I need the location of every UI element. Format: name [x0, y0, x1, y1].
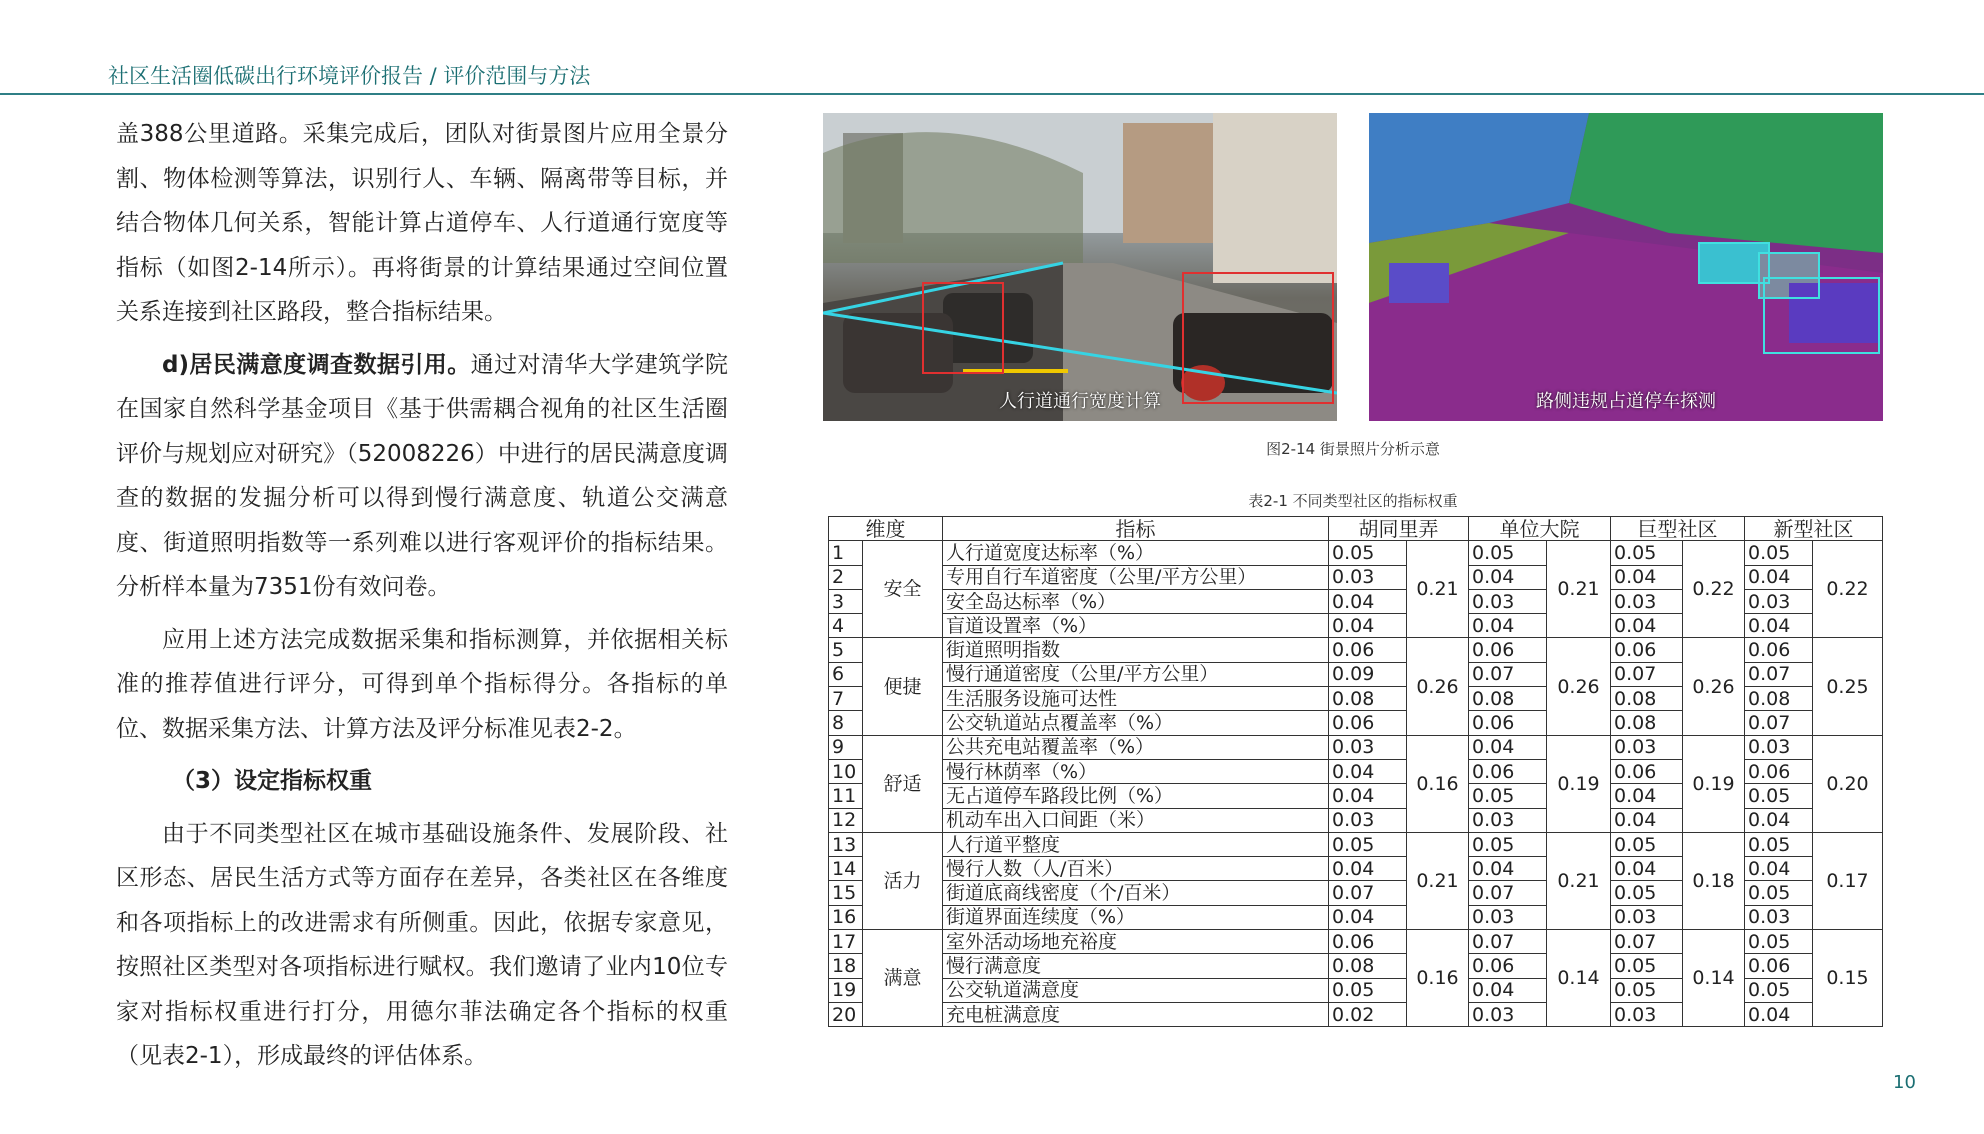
weight-cell: 0.04: [1745, 808, 1813, 832]
indicator-cell: 街道底商线密度（个/百米）: [943, 881, 1329, 905]
header-dimension: 维度: [829, 517, 943, 541]
weight-cell: 0.03: [1469, 1002, 1547, 1026]
dimension-total-cell: 0.14: [1547, 930, 1611, 1027]
weight-cell: 0.04: [1469, 614, 1547, 638]
indicator-cell: 慢行满意度: [943, 954, 1329, 978]
header-danwei: 单位大院: [1469, 517, 1611, 541]
row-number: 9: [829, 735, 863, 759]
weight-cell: 0.03: [1745, 735, 1813, 759]
row-number: 20: [829, 1002, 863, 1026]
dimension-total-cell: 0.17: [1813, 832, 1883, 929]
weight-cell: 0.03: [1745, 589, 1813, 613]
section-subheading: （3）设定指标权重: [172, 768, 373, 794]
weights-table: [828, 516, 1883, 1027]
weight-cell: 0.04: [1329, 759, 1407, 783]
weight-cell: 0.06: [1745, 759, 1813, 783]
row-number: 18: [829, 954, 863, 978]
indicator-cell: 机动车出入口间距（米）: [943, 808, 1329, 832]
weight-cell: 0.03: [1469, 589, 1547, 613]
weight-cell: 0.06: [1469, 954, 1547, 978]
weight-cell: 0.04: [1745, 565, 1813, 589]
weight-cell: 0.08: [1329, 687, 1407, 711]
photo-label-parking: 路侧违规占道停车探测: [1536, 391, 1716, 412]
weights-table-body: [829, 541, 1883, 1027]
weight-cell: 0.03: [1329, 808, 1407, 832]
indicator-cell: 生活服务设施可达性: [943, 687, 1329, 711]
weight-cell: 0.07: [1469, 662, 1547, 686]
indicator-cell: 充电桩满意度: [943, 1002, 1329, 1026]
row-number: 3: [829, 589, 863, 613]
weight-cell: 0.05: [1745, 978, 1813, 1002]
weight-cell: 0.06: [1469, 759, 1547, 783]
weight-cell: 0.04: [1329, 614, 1407, 638]
row-number: 17: [829, 930, 863, 954]
row-number: 12: [829, 808, 863, 832]
paragraph-1: 盖388公里道路。采集完成后，团队对街景图片应用全景分割、物体检测等算法，识别行人、车辆、隔离带等目标，并结合物体几何关系，智能计算占道停车、人行道通行宽度等指标（如图2-14所示）。再将街景的计算结果通过空间位置关系连接到社区路段，整合指标结果。: [116, 121, 728, 325]
table-row: [829, 541, 1883, 565]
row-number: 16: [829, 905, 863, 929]
header-giant: 巨型社区: [1611, 517, 1745, 541]
weight-cell: 0.08: [1611, 711, 1683, 735]
table-caption: 表2-1 不同类型社区的指标权重: [1248, 492, 1458, 510]
weight-cell: 0.03: [1745, 905, 1813, 929]
weight-cell: 0.06: [1329, 711, 1407, 735]
weight-cell: 0.07: [1745, 662, 1813, 686]
row-number: 7: [829, 687, 863, 711]
indicator-cell: 室外活动场地充裕度: [943, 930, 1329, 954]
indicator-cell: 公交轨道站点覆盖率（%）: [943, 711, 1329, 735]
weight-cell: 0.08: [1745, 687, 1813, 711]
dimension-total-cell: 0.25: [1813, 638, 1883, 735]
weight-cell: 0.05: [1611, 954, 1683, 978]
row-number: 6: [829, 662, 863, 686]
indicator-cell: 专用自行车道密度（公里/平方公里）: [943, 565, 1329, 589]
weight-cell: 0.04: [1469, 735, 1547, 759]
indicator-cell: 慢行人数（人/百米）: [943, 857, 1329, 881]
row-number: 11: [829, 784, 863, 808]
weight-cell: 0.03: [1469, 905, 1547, 929]
paragraph-2-heading: d)居民满意度调查数据引用。: [162, 351, 471, 378]
table-row: [829, 832, 1883, 856]
street-photo-segmentation: [1369, 113, 1883, 421]
weight-cell: 0.03: [1469, 808, 1547, 832]
paragraph-3: 应用上述方法完成数据采集和指标测算，并依据相关标准的推荐值进行评分，可得到单个指标得分。各指标的单位、数据采集方法、计算方法及评分标准见表2-2。: [116, 626, 728, 742]
weight-cell: 0.06: [1329, 638, 1407, 662]
weight-cell: 0.04: [1611, 857, 1683, 881]
weight-cell: 0.06: [1469, 711, 1547, 735]
dimension-cell: 安全: [863, 541, 943, 638]
street-photo-sidewalk: [823, 113, 1337, 421]
weight-cell: 0.02: [1329, 1002, 1407, 1026]
dimension-total-cell: 0.15: [1813, 930, 1883, 1027]
header-indicator: 指标: [943, 517, 1329, 541]
weight-cell: 0.04: [1745, 857, 1813, 881]
paragraph-2-text: 通过对清华大学建筑学院在国家自然科学基金项目《基于供需耦合视角的社区生活圈评价与规划应对研究》（52008226）中进行的居民满意度调查的数据的发掘分析可以得到慢行满意度、轨道公交满意度、街道照明指数等一系列难以进行客观评价的指标结果。分析样本量为7351份有效问卷。: [116, 351, 728, 600]
table-header-row: [829, 517, 1883, 541]
weight-cell: 0.05: [1329, 541, 1407, 565]
row-number: 10: [829, 759, 863, 783]
weight-cell: 0.03: [1611, 905, 1683, 929]
dimension-total-cell: 0.22: [1683, 541, 1745, 638]
indicator-cell: 人行道宽度达标率（%）: [943, 541, 1329, 565]
header-hutong: 胡同里弄: [1329, 517, 1469, 541]
indicator-cell: 公交轨道满意度: [943, 978, 1329, 1002]
weight-cell: 0.08: [1329, 954, 1407, 978]
indicator-cell: 盲道设置率（%）: [943, 614, 1329, 638]
weight-cell: 0.05: [1329, 978, 1407, 1002]
dimension-total-cell: 0.19: [1683, 735, 1745, 832]
figure-caption: 图2-14 街景照片分析示意: [1266, 440, 1440, 458]
dimension-total-cell: 0.26: [1407, 638, 1469, 735]
weight-cell: 0.06: [1611, 638, 1683, 662]
weight-cell: 0.05: [1611, 978, 1683, 1002]
indicator-cell: 街道界面连续度（%）: [943, 905, 1329, 929]
weight-cell: 0.06: [1329, 930, 1407, 954]
row-number: 8: [829, 711, 863, 735]
table-row: [829, 930, 1883, 954]
dimension-total-cell: 0.21: [1547, 832, 1611, 929]
weight-cell: 0.05: [1745, 784, 1813, 808]
weight-cell: 0.05: [1329, 832, 1407, 856]
weight-cell: 0.04: [1611, 784, 1683, 808]
weight-cell: 0.06: [1469, 638, 1547, 662]
weight-cell: 0.07: [1469, 930, 1547, 954]
weight-cell: 0.04: [1469, 857, 1547, 881]
table-row: [829, 638, 1883, 662]
report-header: 社区生活圈低碳出行环境评价报告 / 评价范围与方法: [108, 64, 591, 88]
weight-cell: 0.06: [1745, 638, 1813, 662]
weight-cell: 0.05: [1611, 541, 1683, 565]
weight-cell: 0.03: [1611, 735, 1683, 759]
row-number: 13: [829, 832, 863, 856]
dimension-total-cell: 0.22: [1813, 541, 1883, 638]
indicator-cell: 慢行林荫率（%）: [943, 759, 1329, 783]
street-photo-sidewalk-drawing: [823, 113, 1337, 421]
row-number: 14: [829, 857, 863, 881]
weight-cell: 0.03: [1611, 589, 1683, 613]
weight-cell: 0.03: [1611, 1002, 1683, 1026]
dimension-total-cell: 0.20: [1813, 735, 1883, 832]
weight-cell: 0.04: [1469, 978, 1547, 1002]
dimension-total-cell: 0.18: [1683, 832, 1745, 929]
weight-cell: 0.06: [1611, 759, 1683, 783]
indicator-cell: 慢行通道密度（公里/平方公里）: [943, 662, 1329, 686]
weight-cell: 0.07: [1469, 881, 1547, 905]
dimension-total-cell: 0.14: [1683, 930, 1745, 1027]
weight-cell: 0.04: [1745, 1002, 1813, 1026]
weight-cell: 0.05: [1611, 832, 1683, 856]
dimension-total-cell: 0.21: [1407, 832, 1469, 929]
weight-cell: 0.07: [1745, 711, 1813, 735]
weight-cell: 0.04: [1745, 614, 1813, 638]
header-divider: [0, 93, 1984, 95]
weight-cell: 0.05: [1469, 832, 1547, 856]
dimension-total-cell: 0.19: [1547, 735, 1611, 832]
page-number: 10: [1893, 1072, 1916, 1093]
weight-cell: 0.05: [1745, 930, 1813, 954]
weight-cell: 0.09: [1329, 662, 1407, 686]
weight-cell: 0.04: [1329, 589, 1407, 613]
dimension-total-cell: 0.16: [1407, 930, 1469, 1027]
dimension-cell: 舒适: [863, 735, 943, 832]
weight-cell: 0.05: [1745, 881, 1813, 905]
row-number: 1: [829, 541, 863, 565]
dimension-total-cell: 0.16: [1407, 735, 1469, 832]
dimension-cell: 活力: [863, 832, 943, 929]
weight-cell: 0.07: [1611, 662, 1683, 686]
weight-cell: 0.03: [1329, 735, 1407, 759]
weight-cell: 0.04: [1469, 565, 1547, 589]
row-number: 2: [829, 565, 863, 589]
weight-cell: 0.04: [1611, 808, 1683, 832]
dimension-total-cell: 0.21: [1547, 541, 1611, 638]
weight-cell: 0.04: [1611, 565, 1683, 589]
indicator-cell: 无占道停车路段比例（%）: [943, 784, 1329, 808]
weight-cell: 0.04: [1329, 905, 1407, 929]
body-text-column: [116, 112, 728, 1079]
weight-cell: 0.07: [1611, 930, 1683, 954]
weight-cell: 0.05: [1611, 881, 1683, 905]
paragraph-2: [116, 343, 728, 610]
row-number: 4: [829, 614, 863, 638]
paragraph-4: 由于不同类型社区在城市基础设施条件、发展阶段、社区形态、居民生活方式等方面存在差异，各类社区在各维度和各项指标上的改进需求有所侧重。因此，依据专家意见，按照社区类型对各项指标进行赋权。我们邀请了业内10位专家对指标权重进行打分，用德尔菲法确定各个指标的权重（见表2-1），形成最终的评估体系。: [116, 820, 728, 1069]
dimension-total-cell: 0.21: [1407, 541, 1469, 638]
dimension-total-cell: 0.26: [1683, 638, 1745, 735]
weight-cell: 0.04: [1329, 857, 1407, 881]
table-row: [829, 735, 1883, 759]
indicator-cell: 安全岛达标率（%）: [943, 589, 1329, 613]
weight-cell: 0.08: [1611, 687, 1683, 711]
dimension-cell: 满意: [863, 930, 943, 1027]
indicator-cell: 公共充电站覆盖率（%）: [943, 735, 1329, 759]
indicator-cell: 街道照明指数: [943, 638, 1329, 662]
weight-cell: 0.03: [1329, 565, 1407, 589]
weight-cell: 0.05: [1745, 541, 1813, 565]
weight-cell: 0.04: [1611, 614, 1683, 638]
weight-cell: 0.08: [1469, 687, 1547, 711]
dimension-cell: 便捷: [863, 638, 943, 735]
row-number: 15: [829, 881, 863, 905]
weight-cell: 0.05: [1469, 541, 1547, 565]
indicator-cell: 人行道平整度: [943, 832, 1329, 856]
photo-label-sidewalk: 人行道通行宽度计算: [999, 391, 1161, 412]
weight-cell: 0.04: [1329, 784, 1407, 808]
weight-cell: 0.05: [1745, 832, 1813, 856]
dimension-total-cell: 0.26: [1547, 638, 1611, 735]
header-new: 新型社区: [1745, 517, 1883, 541]
row-number: 19: [829, 978, 863, 1002]
weight-cell: 0.05: [1469, 784, 1547, 808]
weight-cell: 0.07: [1329, 881, 1407, 905]
street-photo-segmentation-drawing: [1369, 113, 1883, 421]
row-number: 5: [829, 638, 863, 662]
weight-cell: 0.06: [1745, 954, 1813, 978]
